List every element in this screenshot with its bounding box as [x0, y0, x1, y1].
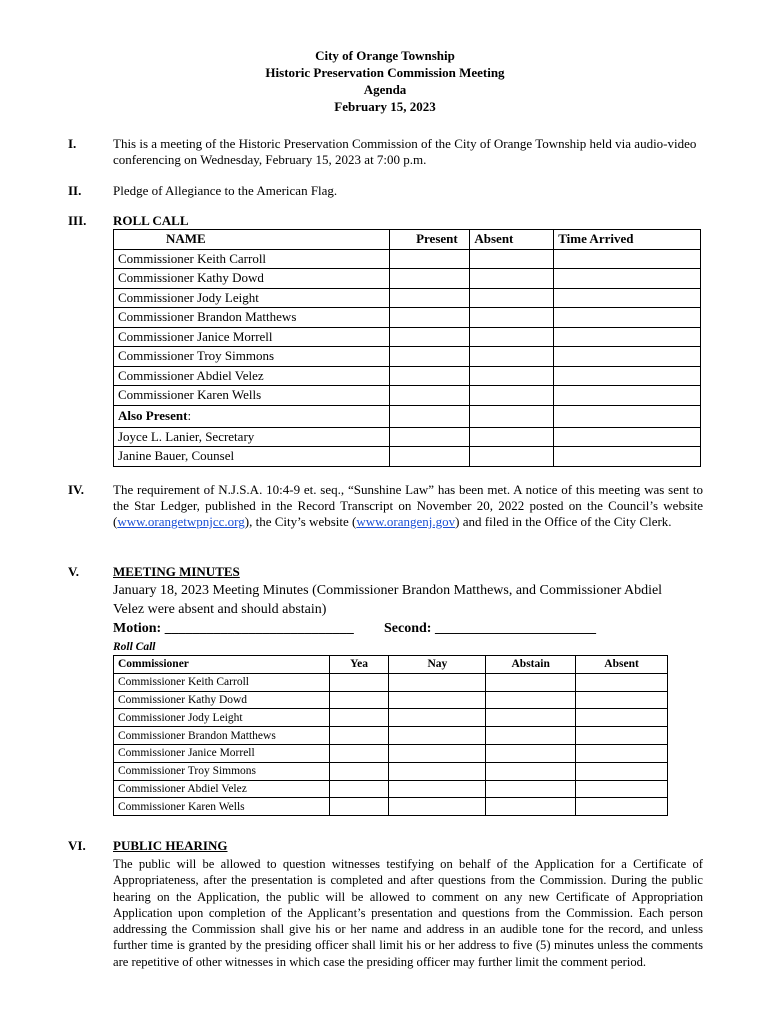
commissioner-name: Commissioner Troy Simmons [114, 762, 330, 780]
table-row [114, 288, 701, 308]
table-row [114, 327, 701, 347]
absent-cell [470, 288, 554, 308]
section-4-text: The requirement of N.J.S.A. 10:4-9 et. seq., “Sunshine Law” has been met. A notice of this meeting was sent to the Star Ledger, published in the Record Transcript on November 20, 2022 posted on the Council’s website (www.orangetwpnjcc.org), the City’s website (www.orangenj.gov) and filed in the Office of the City Clerk. [113, 482, 703, 529]
present-cell [390, 308, 470, 328]
section-6-number: VI. [68, 838, 86, 853]
table-row [114, 691, 668, 709]
council-website-link[interactable]: www.orangetwpnjcc.org [117, 514, 245, 529]
meeting-minutes-text: January 18, 2023 Meeting Minutes (Commissioner Brandon Matthews, and Commissioner Abdiel Velez were absent and should abstain) [113, 583, 663, 617]
roll-call-heading: ROLL CALL [113, 213, 189, 228]
header-agenda: Agenda [363, 82, 407, 97]
col-time-arrived: Time Arrived [554, 230, 701, 250]
section-5-number: V. [68, 564, 79, 579]
section-1-text: This is a meeting of the Historic Preservation Commission of the City of Orange Township held via audio-video conferencing on Wednesday, February 15, 2023 at 7:00 p.m. [113, 136, 697, 167]
table-row [114, 762, 668, 780]
public-hearing-text: The public will be allowed to question witnesses testifying on behalf of the Application for a Certificate of Appropriateness, after the presentation is completed and after questions from the Commission. During the public hearing on the Application, the public will be allowed to comment on any new Certificate of Appropriation Application upon completion of the Applicant’s presentation and questions from the Commission. Each person addressing the Commission shall give his or her name and address in an audible tone for the record, and unless further time is granted by the presiding officer shall limit his or her address to five (5) minutes unless the comments are repetitive of other witnesses in which case the presiding officer may further limit the comment period. [113, 857, 703, 969]
time-cell [554, 249, 701, 269]
header-township: City of Orange Township [315, 48, 455, 63]
table-row [114, 249, 701, 269]
second-line: Second: _______________________ [384, 621, 596, 636]
staff-name: Joyce L. Lanier, Secretary [114, 427, 390, 447]
present-cell [390, 386, 470, 406]
col-commissioner: Commissioner [114, 656, 330, 674]
table-row [114, 673, 668, 691]
city-website-link[interactable]: www.orangenj.gov [356, 514, 456, 529]
commissioner-name: Commissioner Abdiel Velez [114, 780, 330, 798]
present-cell [390, 347, 470, 367]
section-2-number: II. [68, 183, 82, 198]
present-cell [390, 366, 470, 386]
commissioner-name: Commissioner Keith Carroll [114, 673, 330, 691]
commissioner-name: Commissioner Brandon Matthews [114, 727, 330, 745]
time-cell [554, 269, 701, 289]
meeting-minutes-heading: MEETING MINUTES [113, 564, 240, 579]
table-row [114, 798, 668, 816]
table-row [114, 347, 701, 367]
time-cell [554, 347, 701, 367]
col-name: NAME [114, 230, 390, 250]
section-3-number: III. [68, 213, 87, 228]
section-4-number: IV. [68, 482, 85, 497]
time-cell [554, 308, 701, 328]
commissioner-name: Commissioner Abdiel Velez [114, 366, 390, 386]
commissioner-name: Commissioner Jody Leight [114, 709, 330, 727]
vote-header-row [114, 656, 668, 674]
commissioner-name: Commissioner Jody Leight [114, 288, 390, 308]
col-yea: Yea [329, 656, 389, 674]
staff-name: Janine Bauer, Counsel [114, 447, 390, 467]
time-cell [554, 386, 701, 406]
col-abstain: Abstain [486, 656, 576, 674]
table-row [114, 447, 701, 467]
table-row [114, 780, 668, 798]
present-cell [390, 269, 470, 289]
col-absent: Absent [576, 656, 668, 674]
header-date: February 15, 2023 [334, 99, 436, 114]
header-meeting: Historic Preservation Commission Meeting [265, 65, 505, 80]
absent-cell [470, 366, 554, 386]
table-row [114, 727, 668, 745]
present-cell [390, 249, 470, 269]
absent-cell [470, 347, 554, 367]
table-row [114, 366, 701, 386]
agenda-header [0, 47, 770, 115]
commissioner-name: Commissioner Troy Simmons [114, 347, 390, 367]
roll-call-table [113, 229, 701, 467]
table-row [114, 709, 668, 727]
col-nay: Nay [389, 656, 486, 674]
present-cell [390, 288, 470, 308]
col-absent: Absent [470, 230, 554, 250]
table-row [114, 427, 701, 447]
also-present-row [114, 405, 701, 427]
col-present: Present [390, 230, 470, 250]
commissioner-name: Commissioner Karen Wells [114, 386, 390, 406]
commissioner-name: Commissioner Karen Wells [114, 798, 330, 816]
absent-cell [470, 249, 554, 269]
absent-cell [470, 269, 554, 289]
absent-cell [470, 386, 554, 406]
present-cell [390, 327, 470, 347]
vote-table [113, 655, 668, 816]
table-row [114, 269, 701, 289]
time-cell [554, 366, 701, 386]
table-row [114, 744, 668, 762]
motion-line: Motion: ___________________________ [113, 621, 354, 636]
time-cell [554, 327, 701, 347]
commissioner-name: Commissioner Keith Carroll [114, 249, 390, 269]
roll-call-header-row [114, 230, 701, 250]
commissioner-name: Commissioner Kathy Dowd [114, 691, 330, 709]
table-row [114, 386, 701, 406]
commissioner-name: Commissioner Kathy Dowd [114, 269, 390, 289]
commissioner-name: Commissioner Brandon Matthews [114, 308, 390, 328]
time-cell [554, 288, 701, 308]
absent-cell [470, 308, 554, 328]
section-1-number: I. [68, 136, 77, 151]
also-present-label: Also Present: [114, 405, 390, 427]
absent-cell [470, 327, 554, 347]
public-hearing-heading: PUBLIC HEARING [113, 838, 228, 853]
commissioner-name: Commissioner Janice Morrell [114, 744, 330, 762]
commissioner-name: Commissioner Janice Morrell [114, 327, 390, 347]
roll-call-label: Roll Call [113, 641, 156, 653]
table-row [114, 308, 701, 328]
section-2-text: Pledge of Allegiance to the American Flag. [113, 183, 338, 198]
